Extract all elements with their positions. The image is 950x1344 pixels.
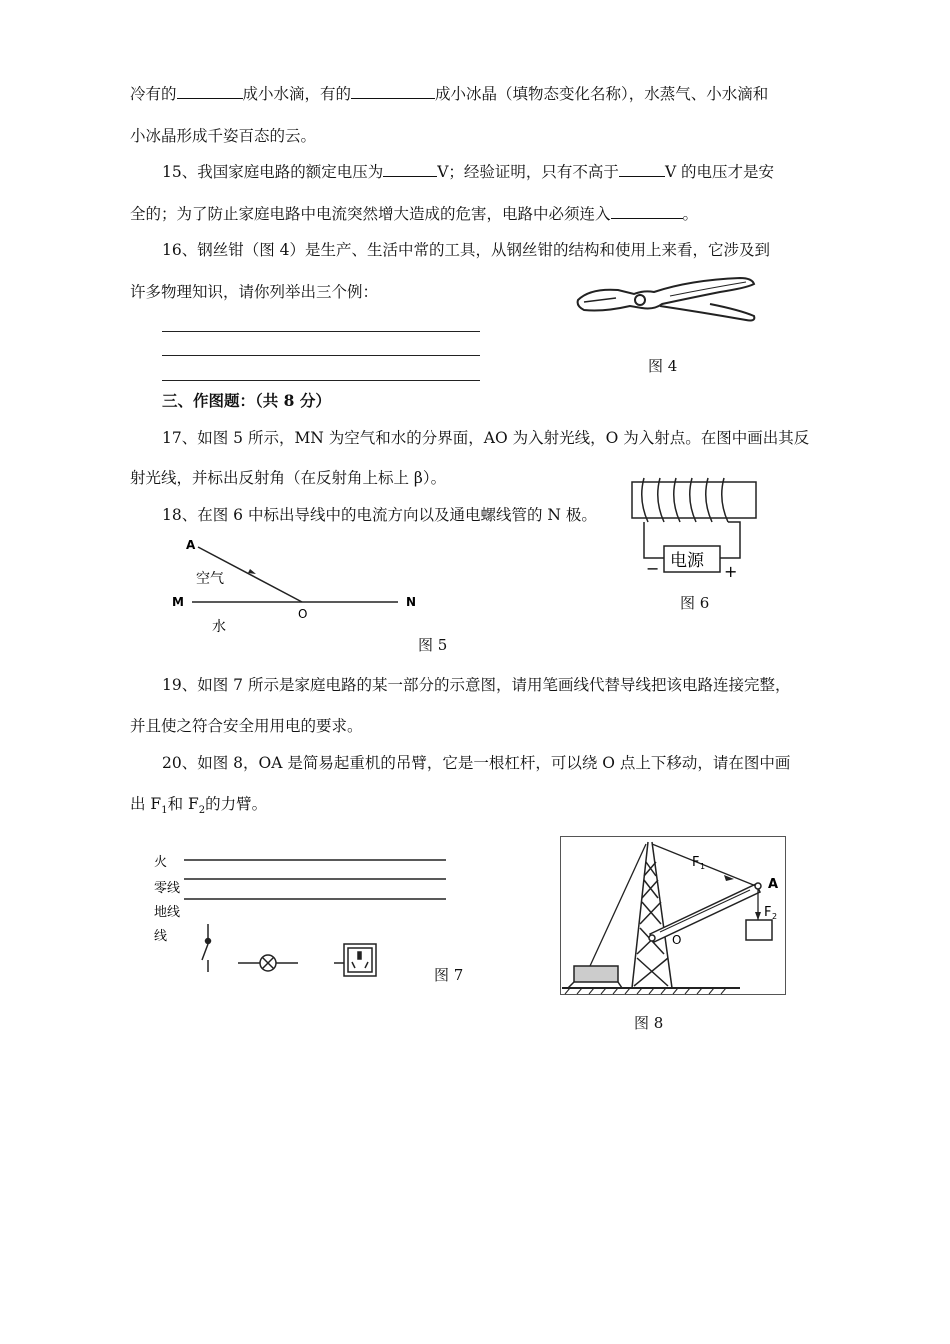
q15-text-d: 全的；为了防止家庭电路中电流突然增大造成的危害，电路中必须连入 <box>130 205 611 223</box>
q16-line-2: 许多物理知识，请你列举出三个例： <box>130 283 379 301</box>
fig6-source-label: 电源 <box>670 551 704 571</box>
q16-answer-line-1[interactable] <box>162 331 480 332</box>
section-3-title: 三、作图题：（共 8 分） <box>162 391 331 410</box>
fig5-label-water: 水 <box>212 619 226 635</box>
q15-blank-voltage[interactable] <box>383 161 437 178</box>
q15-line-2 <box>130 202 698 224</box>
fig5-label-o: O <box>298 607 308 621</box>
q18-line-1: 18、在图 6 中标出导线中的电流方向以及通电螺线管的 N 极。 <box>162 506 597 524</box>
q14-blank-2[interactable] <box>351 83 435 100</box>
fig7-switch <box>202 924 211 972</box>
fig8-crane-diagram <box>560 836 786 996</box>
q20-line-2: 出 $F_1$和 $F_2$的力臂。 <box>130 795 268 817</box>
q15-text-b: V；经验证明，只有不高于 <box>437 163 619 181</box>
q14-text-a: 冷有的 <box>130 85 177 103</box>
fig7-label-neutral: 零线 <box>154 881 181 896</box>
q16-line-1: 16、钢丝钳（图 4）是生产、生活中常的工具，从钢丝钳的结构和使用上来看，它涉及到 <box>162 241 771 259</box>
q15-line-1 <box>162 160 774 182</box>
q16-answer-line-3[interactable] <box>162 380 480 381</box>
fig7-lamp <box>238 955 298 971</box>
q15-blank-safe-voltage[interactable] <box>619 161 665 178</box>
fig6-solenoid-diagram <box>630 476 760 581</box>
q19-line-2: 并且使之符合安全用用电的要求。 <box>130 717 363 735</box>
fig6-caption: 图 6 <box>680 594 710 612</box>
fig5-label-a: A <box>186 538 196 552</box>
fig8-label-o: O <box>672 933 682 947</box>
q14-blank-1[interactable] <box>177 83 243 100</box>
fig8-label-f1-sub: 1 <box>700 862 706 871</box>
fig5-reflection-diagram <box>170 535 430 635</box>
q14-text-c: 成小冰晶（填物态变化名称），水蒸气、小水滴和 <box>435 85 769 103</box>
q19-line-1: 19、如图 7 所示是家庭电路的某一部分的示意图，请用笔画线代替导线把该电路连接完整， <box>162 676 791 694</box>
q15-text-e: 。 <box>682 205 699 223</box>
fig6-minus: − <box>646 559 660 578</box>
fig8-label-f1: F <box>692 855 700 870</box>
q20-line-1: 20、如图 8，OA 是简易起重机的吊臂，它是一根杠杆，可以绕 O 点上下移动，请在图中画 <box>162 754 791 772</box>
q15-blank-fuse[interactable] <box>611 203 683 220</box>
q15-text-a: 15、我国家庭电路的额定电压为 <box>162 163 384 181</box>
fig8-label-a: A <box>768 877 779 892</box>
q17-line-1: 17、如图 5 所示，MN 为空气和水的分界面，AO 为入射光线，O 为入射点。在图中画出其反 <box>162 429 810 447</box>
fig5-label-air: 空气 <box>196 571 224 587</box>
q14-text-b: 成小水滴，有的 <box>242 85 352 103</box>
fig8-label-f2-sub: 2 <box>772 912 778 921</box>
fig8-caption: 图 8 <box>634 1014 664 1032</box>
fig4-caption: 图 4 <box>648 357 678 375</box>
fig5-caption: 图 5 <box>418 636 448 654</box>
fig7-socket <box>334 944 376 976</box>
q17-line-2: 射光线，并标出反射角（在反射角上标上 β）。 <box>130 469 447 487</box>
fig7-label-live: 火 <box>154 855 168 870</box>
q15-text-c: V 的电压才是安 <box>664 163 775 181</box>
fig7-label-ground: 地线 <box>154 905 181 920</box>
q14-line-1 <box>130 82 768 104</box>
fig6-plus: + <box>724 562 738 581</box>
fig6-core <box>632 482 756 518</box>
fig5-label-m: M <box>172 595 184 609</box>
fig7-caption: 图 7 <box>434 966 464 984</box>
fig5-label-n: N <box>406 595 417 609</box>
fig7-household-circuit <box>150 848 480 988</box>
fig7-label-wire: 线 <box>154 929 168 944</box>
fig8-label-f2: F <box>764 905 772 920</box>
q16-answer-line-2[interactable] <box>162 355 480 356</box>
pliers-figure <box>570 270 760 330</box>
q14-line-2: 小冰晶形成千姿百态的云。 <box>130 127 317 145</box>
fig8-load <box>746 920 772 940</box>
